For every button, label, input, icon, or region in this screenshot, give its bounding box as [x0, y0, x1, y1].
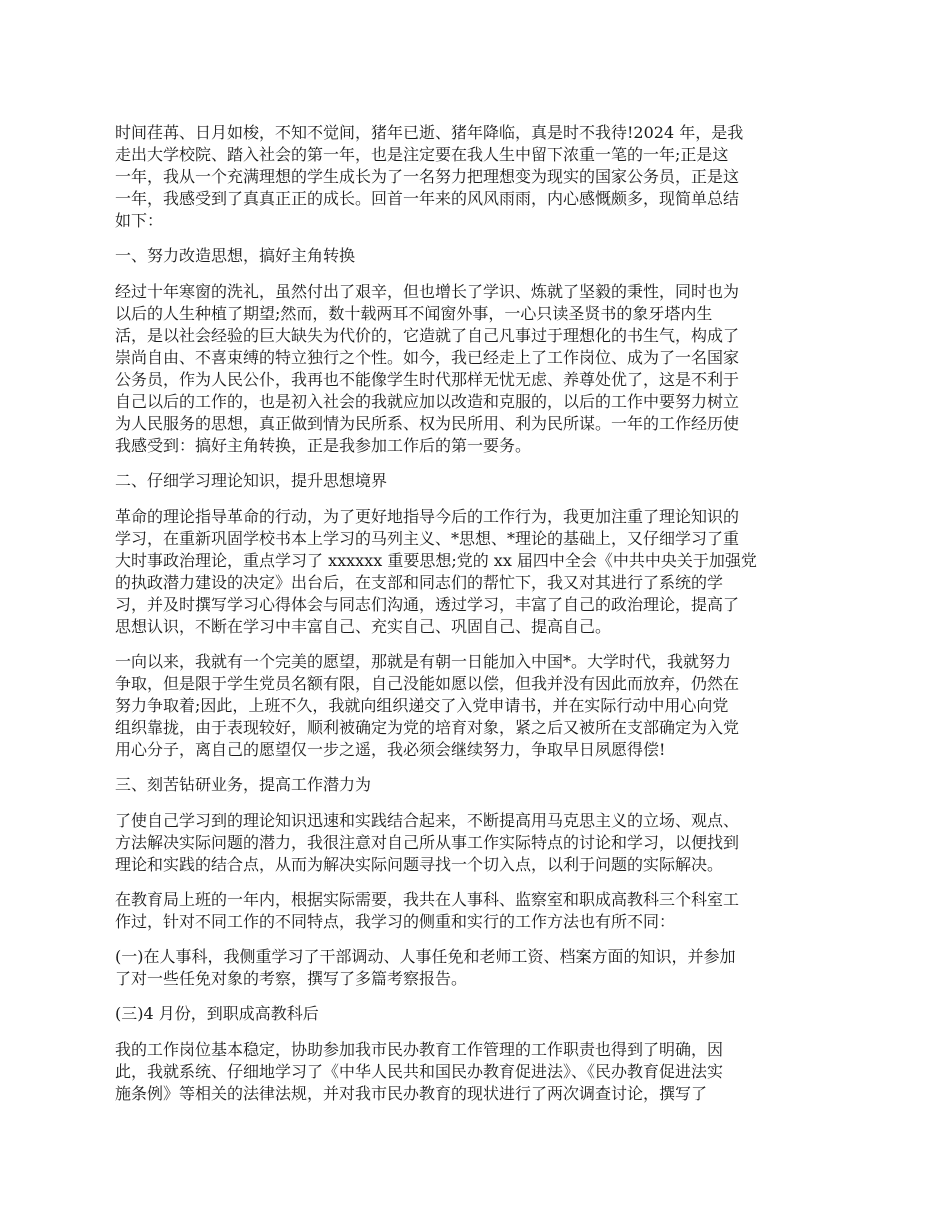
paragraph-section-3c: (一)在人事科，我侧重学习了干部调动、人事任免和老师工资、档案方面的知识，并参加 了对一些任免对象的考察，撰写了多篇考察报告。 [115, 947, 736, 988]
paragraph-section-1: 经过十年寒窗的洗礼，虽然付出了艰辛，但也增长了学识、炼就了坚毅的秉性，同时也为 以后的人生种植了期望;然而，数十载两耳不闻窗外事，一心只读圣贤书的象牙塔内生 活，是以社会经验的巨大缺失为代价的，它造就了自己凡事过于理想化的书生气，构成了 崇尚自由、不喜束缚的特立独行之个性。如今，我已经走上了工作岗位、成为了一名国家 公务员，作为人民公仆，我再也不能像学生时代那样无忧无虑、养尊处优了，这是不利于 自己以后的工作的，也是初入社会的我就应加以改造和克服的，以后的工作中要努力树立 为人民服务的思想，真正做到情为民所系、权为民所用、利为民所谋。一年的工作经历使 我感受到：搞好主角转换，正是我参加工作后的第一要务。 [115, 282, 740, 455]
section-heading-1: 一、努力改造思想，搞好主角转换 [115, 246, 356, 265]
paragraph-section-3d: 我的工作岗位基本稳定，协助参加我市民办教育工作管理的工作职责也得到了明确，因 此，我就系统、仔细地学习了《中华人民共和国民办教育促进法》、《民办教育促进法实 施条例》等相关的法律法规，并对我市民办教育的现状进行了两次调查讨论，撰写了 [115, 1040, 724, 1103]
section-heading-2: 二、仔细学习理论知识，提升思想境界 [115, 471, 388, 490]
document-page [115, 122, 843, 1118]
paragraph-intro: 时间荏苒、日月如梭，不知不觉间，猪年已逝、猪年降临，真是时不我待!2024 年，是我 走出大学校院、踏入社会的第一年，也是注定要在我人生中留下浓重一笔的一年;正是这 一年，我从一个充满理想的学生成长为了一名努力把理想变为现实的国家公务员，正是这 一年，我感受到了真真正正的成长。回首一年来的风风雨雨，内心感慨颇多，现简单总结 如下： [115, 123, 744, 230]
paragraph-section-3a: 了使自己学习到的理论知识迅速和实践结合起来，不断提高用马克思主义的立场、观点、 方法解决实际问题的潜力，我很注意对自己所从事工作实际特点的讨论和学习，以便找到 理论和实践的结合点，从而为解决实际问题寻找一个切入点，以利于问题的实际解决。 [115, 811, 740, 874]
paragraph-section-2a: 革命的理论指导革命的行动，为了更好地指导今后的工作行为，我更加注重了理论知识的 学习，在重新巩固学校书本上学习的马列主义、*思想、*理论的基础上，又仔细学习了重 大时事政治理论，重点学习了 xxxxxx 重要思想;党的 xx 届四中全会《中共中央关于加强党 的执政潜力建设的决定》出台后，在支部和同志们的帮忙下，我又对其进行了系统的学 习，并及时撰写学习心得体会与同志们沟通，透过学习，丰富了自己的政治理论，提高了 思想认识，不断在学习中丰富自己、充实自己、巩固自己、提高自己。 [115, 507, 757, 636]
paragraph-section-3b: 在教育局上班的一年内，根据实际需要，我共在人事科、监察室和职成高教科三个科室工 作过，针对不同工作的不同特点，我学习的侧重和实行的工作方法也有所不同： [115, 890, 740, 931]
paragraph-section-2b: 一向以来，我就有一个完美的愿望，那就是有朝一日能加入中国*。大学时代，我就努力 争取，但是限于学生党员名额有限，自己没能如愿以偿，但我并没有因此而放弃，仍然在 努力争取着;因此，上班不久，我就向组织递交了入党申请书，并在实际行动中用心向党 组织靠拢，由于表现较好，顺利被确定为党的培育对象，紧之后又被所在支部确定为入党 用心分子，离自己的愿望仅一步之遥，我必须会继续努力，争取早日夙愿得偿! [115, 652, 740, 759]
subsection-heading-3-3: (三)4 月份，到职成高教科后 [115, 1004, 319, 1023]
section-heading-3: 三、刻苦钻研业务，提高工作潜力为 [115, 775, 372, 794]
